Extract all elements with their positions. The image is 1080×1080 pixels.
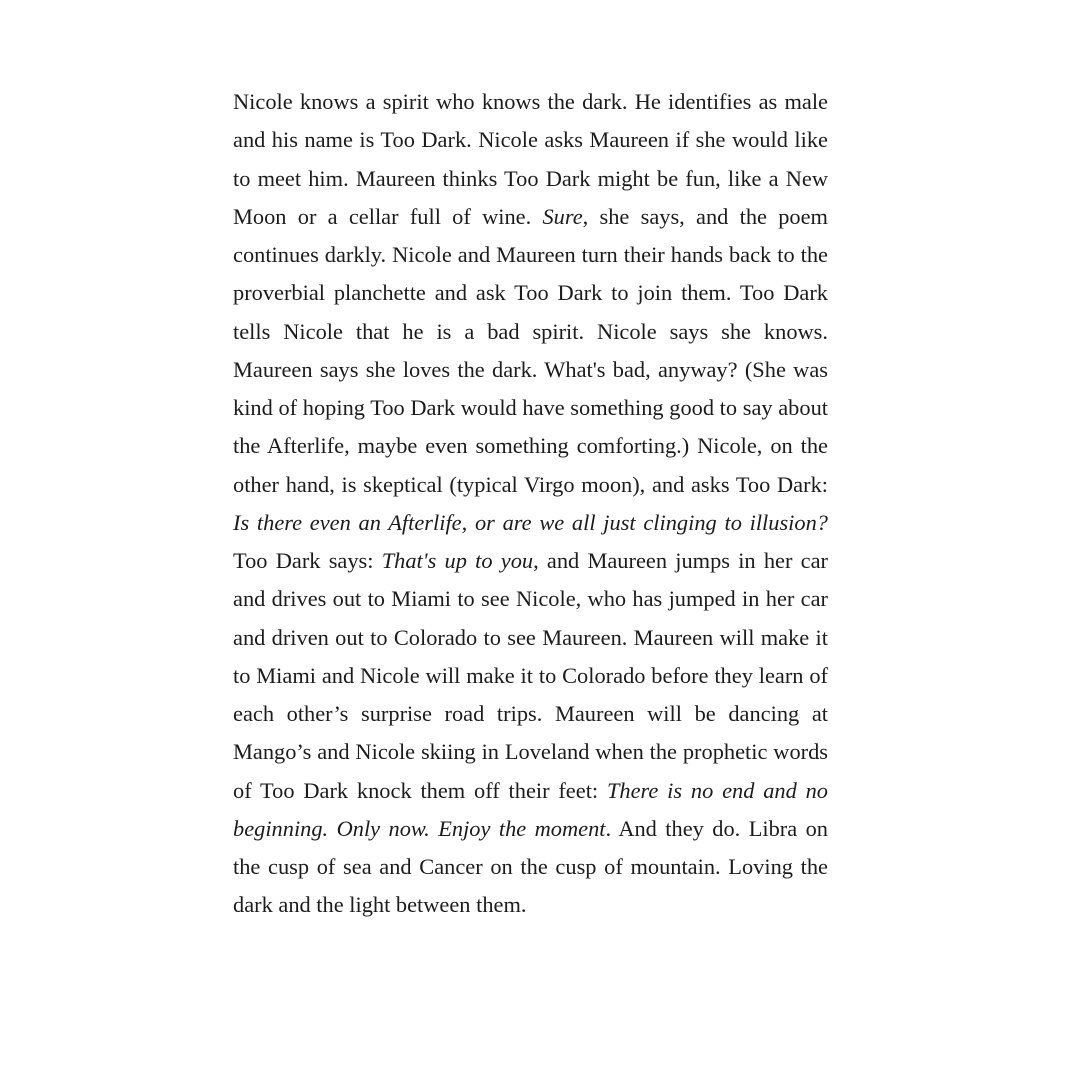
italic-segment: Sure	[542, 203, 583, 229]
text-segment: Too Dark says:	[233, 548, 382, 573]
italic-segment: That's up to you	[381, 548, 534, 573]
italic-segment: Is there even an Afterlife, or are we all just clinging to illusion?	[233, 509, 828, 535]
text-segment: , and Maureen jumps in her car and drives out to Miami to see Nicole, who has jumped in her car and driven out to Colorado to see Maureen. Maureen will make it to Miami and Nicole will make it to Colorado before they learn of each other’s surprise road trips. Maureen will be dancing at Mango’s and Nicole skiing in Loveland when the prophetic words of Too Dark knock them off their feet:	[233, 548, 828, 803]
story-paragraph	[233, 83, 828, 925]
text-segment: , she says, and the poem continues darkly. Nicole and Maureen turn their hands back to the proverbial planchette and ask Too Dark to join them. Too Dark tells Nicole that he is a bad spirit. Nicole says she knows. Maureen says she loves the dark. What's bad, anyway? (She was kind of hoping Too Dark would have something good to say about the Afterlife, maybe even something comforting.) Nicole, on the other hand, is skeptical (typical Virgo moon), and asks Too Dark:	[233, 203, 828, 497]
page	[233, 83, 828, 925]
text-segment: Nicole knows a spirit who knows the dark. He identifies as male and his name is Too Dark. Nicole asks Maureen if she would like to meet him. Maureen thinks Too Dark might be fun, like a New Moon or a cellar full of wine.	[233, 89, 828, 229]
text-segment: . And they do. Libra on the cusp of sea and Cancer on the cusp of mountain. Loving the dark and the light between them.	[233, 815, 828, 918]
italic-segment: There is no end and no beginning. Only now. Enjoy the moment	[233, 777, 828, 841]
